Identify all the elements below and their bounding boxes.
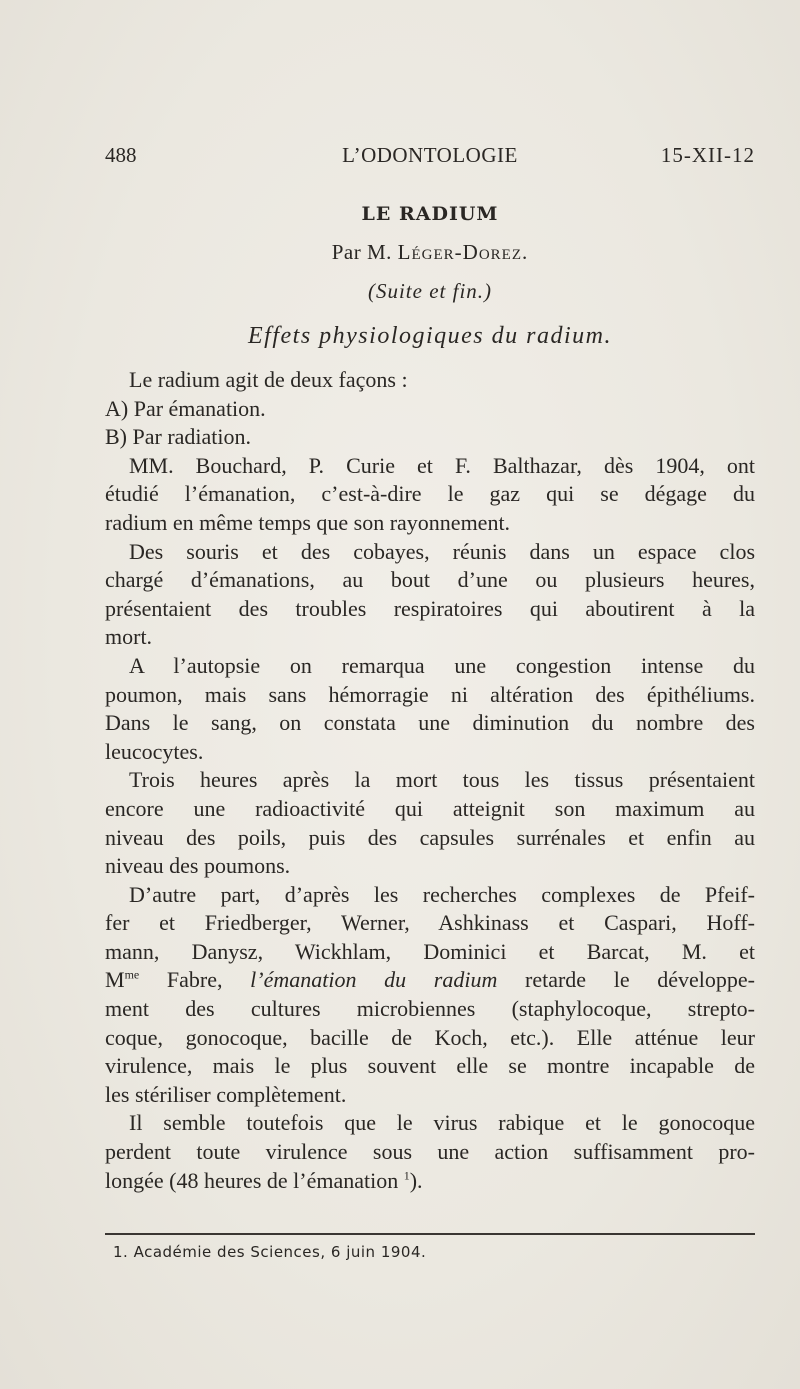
text-line: A) Par émanation. [105,395,266,421]
running-header [105,143,755,171]
text-segment: ). [409,1167,423,1193]
honorific: M [105,967,125,993]
text-line: mann, Danysz, Wickhlam, Dominici et Barcat, M. et [105,938,755,964]
text-line: Trois heures après la mort tous les tissus présentaient [129,767,755,793]
issue-date: 15-XII-12 [660,143,755,167]
text-line: Il semble toutefois que le virus rabique et le gonocoque [129,1110,755,1136]
text-line: chargé d’émanations, au bout d’une ou plusieurs heures, [105,567,755,593]
paragraph-4 [105,652,755,766]
text-line: perdent toute virulence sous une action suffisamment pro- [105,1139,755,1165]
text-line: étudié l’émanation, c’est-à-dire le gaz qui se dégage du [105,481,755,507]
paragraph-7 [105,1109,755,1195]
paragraph-5 [105,766,755,880]
footnote [105,1243,755,1261]
text-line: niveau des poumons. [105,853,291,879]
journal-title: L’ODONTOLOGIE [342,143,518,167]
byline-prefix: Par M. [331,240,392,264]
text-line: D’autre part, d’après les recherches complexes de Pfeif- [129,881,755,907]
italic-phrase: l’émanation du radium [250,967,498,993]
text-line: Dans le sang, on constata une diminution du nombre des [105,710,755,736]
footnote-number: 1. [113,1243,129,1261]
text-segment: retarde le développe- [497,967,756,993]
paragraph-3 [105,538,755,652]
article-body [105,366,755,1195]
text-line [105,1167,755,1196]
continuation-note: (Suite et fin.) [367,279,493,303]
text-line: coque, gonocoque, bacille de Koch, etc.). Elle atténue leur [105,1024,755,1050]
byline [105,240,755,265]
text-line: A l’autopsie on remarqua une congestion intense du [129,652,755,678]
text-line: B) Par radiation. [105,424,252,450]
text-line: fer et Friedberger, Werner, Ashkinass et Caspari, Hoff- [105,910,755,936]
section-heading: Effets physiologiques du radium. [248,323,612,349]
author-name: Léger-Dorez. [397,240,529,264]
text-line: les stériliser complètement. [105,1081,347,1107]
honorific-superscript: me [124,968,140,983]
text-segment: Fabre, [139,967,251,993]
text-segment: longée (48 heures de l’émanation [105,1167,404,1193]
article-title: LE RADIUM [361,203,499,225]
paragraph-6 [105,881,755,1110]
text-line: leucocytes. [105,738,204,764]
text-line: virulence, mais le plus souvent elle se montre incapable de [105,1053,755,1079]
text-line: ment des cultures microbiennes (staphylocoque, strepto- [105,996,755,1022]
footnote-reference: 1 [403,1168,410,1183]
text-line: radium en même temps que son rayonnement. [105,509,511,535]
text-line: poumon, mais sans hémorragie ni altération des épithéliums. [105,681,755,707]
paragraph-1 [105,366,755,452]
text-line [105,966,755,995]
text-line: MM. Bouchard, P. Curie et F. Balthazar, dès 1904, ont [129,452,755,478]
text-line: niveau des poils, puis des capsules surrénales et enfin au [105,824,755,850]
paragraph-2 [105,452,755,538]
text-line: mort. [105,624,153,650]
text-line: Des souris et des cobayes, réunis dans un espace clos [129,538,755,564]
text-line: Le radium agit de deux façons : [129,367,408,392]
text-line: présentaient des troubles respiratoires qui aboutirent à la [105,595,755,621]
page-number: 488 [105,143,137,167]
footnote-divider [105,1233,755,1235]
footnote-text: Académie des Sciences, 6 juin 1904. [133,1243,427,1261]
text-line: encore une radioactivité qui atteignit son maximum au [105,795,755,821]
